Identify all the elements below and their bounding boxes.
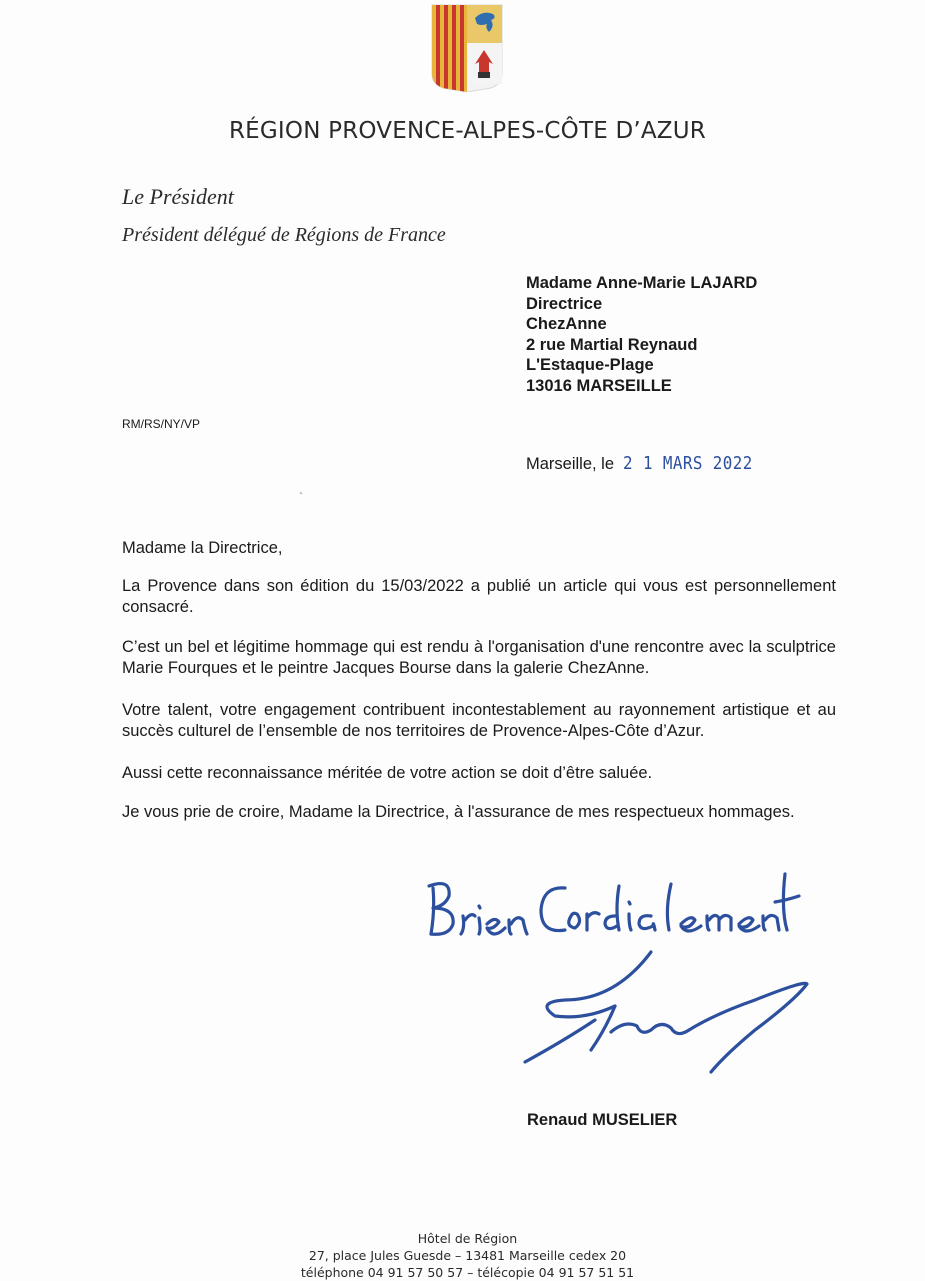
date-prefix: Marseille, le — [526, 455, 615, 473]
letter-date — [526, 453, 770, 474]
date-stamp: 2 1 MARS 2022 — [622, 453, 753, 474]
signer-name: Renaud MUSELIER — [527, 1111, 678, 1129]
region-name: RÉGION PROVENCE-ALPES-CÔTE D’AZUR — [229, 118, 706, 144]
paragraph-2: C’est un bel et légitime hommage qui est rendu à l'organisation d'une rencontre avec la sculptrice Marie Fourques et le peintre Jacques Bourse dans la galerie ChezAnne. — [122, 638, 836, 677]
recipient-address — [526, 273, 757, 396]
recipient-title: Directrice — [526, 294, 603, 313]
recipient-district: L'Estaque-Plage — [526, 356, 654, 374]
handwritten-signature — [415, 850, 835, 1090]
recipient-name: Madame Anne-Marie LAJARD — [526, 274, 758, 292]
president-title: Le Président — [122, 184, 234, 209]
recipient-company: ChezAnne — [526, 315, 607, 333]
paragraph-1: La Provence dans son édition du 15/03/2022 a publié un article qui vous est personnellement consacré. — [122, 577, 836, 616]
footer-line-1: Hôtel de Région — [417, 1231, 518, 1246]
president-delegate-title: Président délégué de Régions de France — [122, 224, 446, 246]
closing-formula: Je vous prie de croire, Madame la Directrice, à l'assurance de mes respectueux hommages. — [122, 803, 795, 821]
salutation: Madame la Directrice, — [122, 539, 283, 557]
footer-line-3: téléphone 04 91 57 50 57 – télécopie 04 91 57 51 51 — [300, 1265, 635, 1280]
footer-line-2: 27, place Jules Guesde – 13481 Marseille cedex 20 — [308, 1248, 627, 1263]
footer-address — [0, 1230, 925, 1281]
paragraph-4: Aussi cette reconnaissance méritée de votre action se doit d’être saluée. — [122, 764, 653, 782]
recipient-street: 2 rue Martial Reynaud — [526, 335, 698, 354]
reference-code: RM/RS/NY/VP — [122, 417, 201, 431]
paper-mark: ˛ — [300, 484, 304, 495]
recipient-city: 13016 MARSEILLE — [526, 376, 672, 395]
paragraph-3: Votre talent, votre engagement contribuent incontestablement au rayonnement artistique et au succès culturel de l’ensemble de nos territoires de Provence-Alpes-Côte d’Azur. — [122, 701, 836, 740]
region-coat-of-arms-icon — [431, 4, 503, 92]
